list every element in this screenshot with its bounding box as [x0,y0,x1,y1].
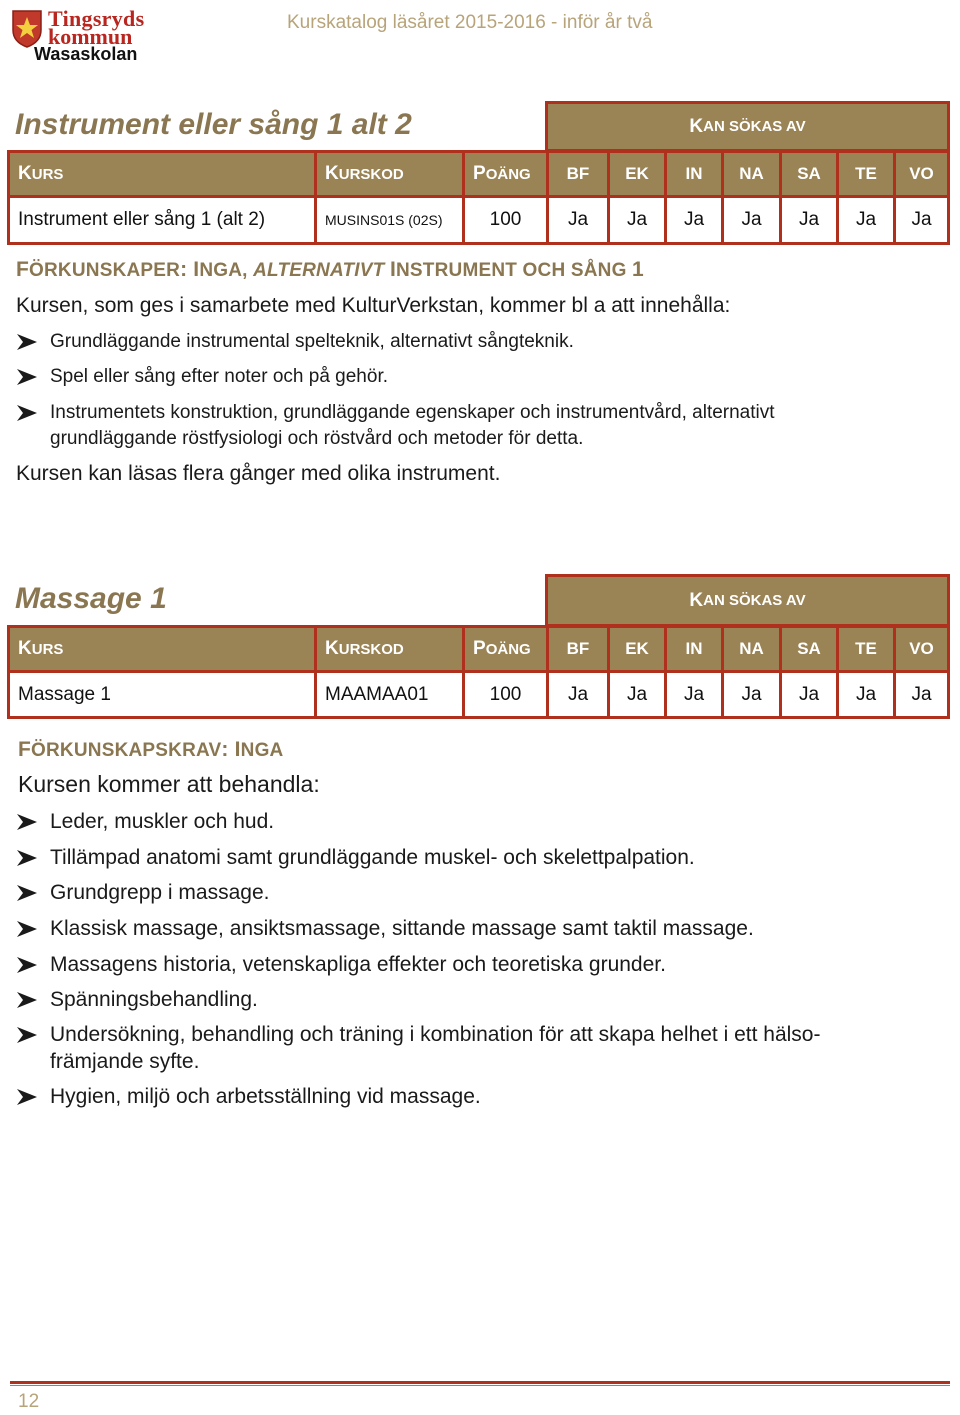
cell-kurs: Massage 1 [7,673,314,719]
logo-line3: Wasaskolan [34,44,138,64]
header-program: TE [836,150,893,198]
arrow-bullet-icon [16,368,38,386]
kan-sokas-av-header: K AN SÖKAS AV [545,574,950,627]
cell-value: Ja [721,673,779,719]
cell-kurskod: MUSINS01S (02S) [314,198,462,245]
header-program: VO [893,150,950,198]
cell-kurs: Instrument eller sång 1 (alt 2) [7,198,314,245]
footer-divider-thin [10,1385,950,1386]
cell-value: Ja [721,198,779,245]
header-program: SA [779,625,836,673]
arrow-bullet-icon [16,404,38,422]
header-program: BF [546,625,607,673]
page-header-title: Kurskatalog läsåret 2015-2016 - inför år två [287,12,653,33]
cell-value: Ja [546,673,607,719]
course-title: Instrument eller sång 1 alt 2 [15,108,412,141]
header-kurskod: K URSKOD [314,625,462,673]
header-program: IN [664,625,721,673]
arrow-bullet-icon [16,884,38,902]
cell-value: Ja [664,673,721,719]
prerequisites-heading: FÖRKUNSKAPSKRAV: INGA [18,738,284,761]
header-program: NA [721,150,779,198]
course-title: Massage 1 [15,582,167,615]
cell-value: Ja [607,673,664,719]
page-number: 12 [18,1391,40,1412]
cell-value: Ja [607,198,664,245]
arrow-bullet-icon [16,956,38,974]
arrow-bullet-icon [16,1088,38,1106]
arrow-bullet-icon [16,1026,38,1044]
cell-value: Ja [546,198,607,245]
cell-value: Ja [836,673,893,719]
header-kurskod: K URSKOD [314,150,462,198]
cell-value: Ja [836,198,893,245]
course-intro: Kursen, som ges i samarbete med KulturVerkstan, kommer bl a att innehålla: [16,294,731,317]
prerequisites-heading: FÖRKUNSKAPER: INGA, ALTERNATIVT INSTRUMENT OCH SÅNG 1 [16,258,644,281]
header-program: TE [836,625,893,673]
kan-sokas-av-header: K AN SÖKAS AV [545,101,950,152]
arrow-bullet-icon [16,333,38,351]
footer-divider [10,1381,950,1384]
header-poang: P OÄNG [462,625,546,673]
cell-value: Ja [779,673,836,719]
arrow-bullet-icon [16,920,38,938]
header-program: BF [546,150,607,198]
header-program: EK [607,625,664,673]
arrow-bullet-icon [16,813,38,831]
cell-kurskod: MAAMAA01 [314,673,462,719]
cell-value: Ja [893,673,950,719]
header-program: VO [893,625,950,673]
tingsryds-kommun-logo [10,6,145,64]
logo-line1: Tingsryds [48,6,145,31]
header-program: NA [721,625,779,673]
logo-line2: kommun [48,24,133,49]
header-program: IN [664,150,721,198]
header-kurs: K URS [7,150,314,198]
course-intro: Kursen kommer att behandla: [18,771,320,797]
header-kurs: K URS [7,625,314,673]
header-program: SA [779,150,836,198]
cell-poang: 100 [462,198,546,245]
header-poang: P OÄNG [462,150,546,198]
course-outro: Kursen kan läsas flera gånger med olika instrument. [16,462,501,485]
header-program: EK [607,150,664,198]
coat-of-arms-icon [10,8,44,48]
arrow-bullet-icon [16,849,38,867]
cell-value: Ja [664,198,721,245]
cell-value: Ja [779,198,836,245]
arrow-bullet-icon [16,991,38,1009]
cell-poang: 100 [462,673,546,719]
cell-value: Ja [893,198,950,245]
